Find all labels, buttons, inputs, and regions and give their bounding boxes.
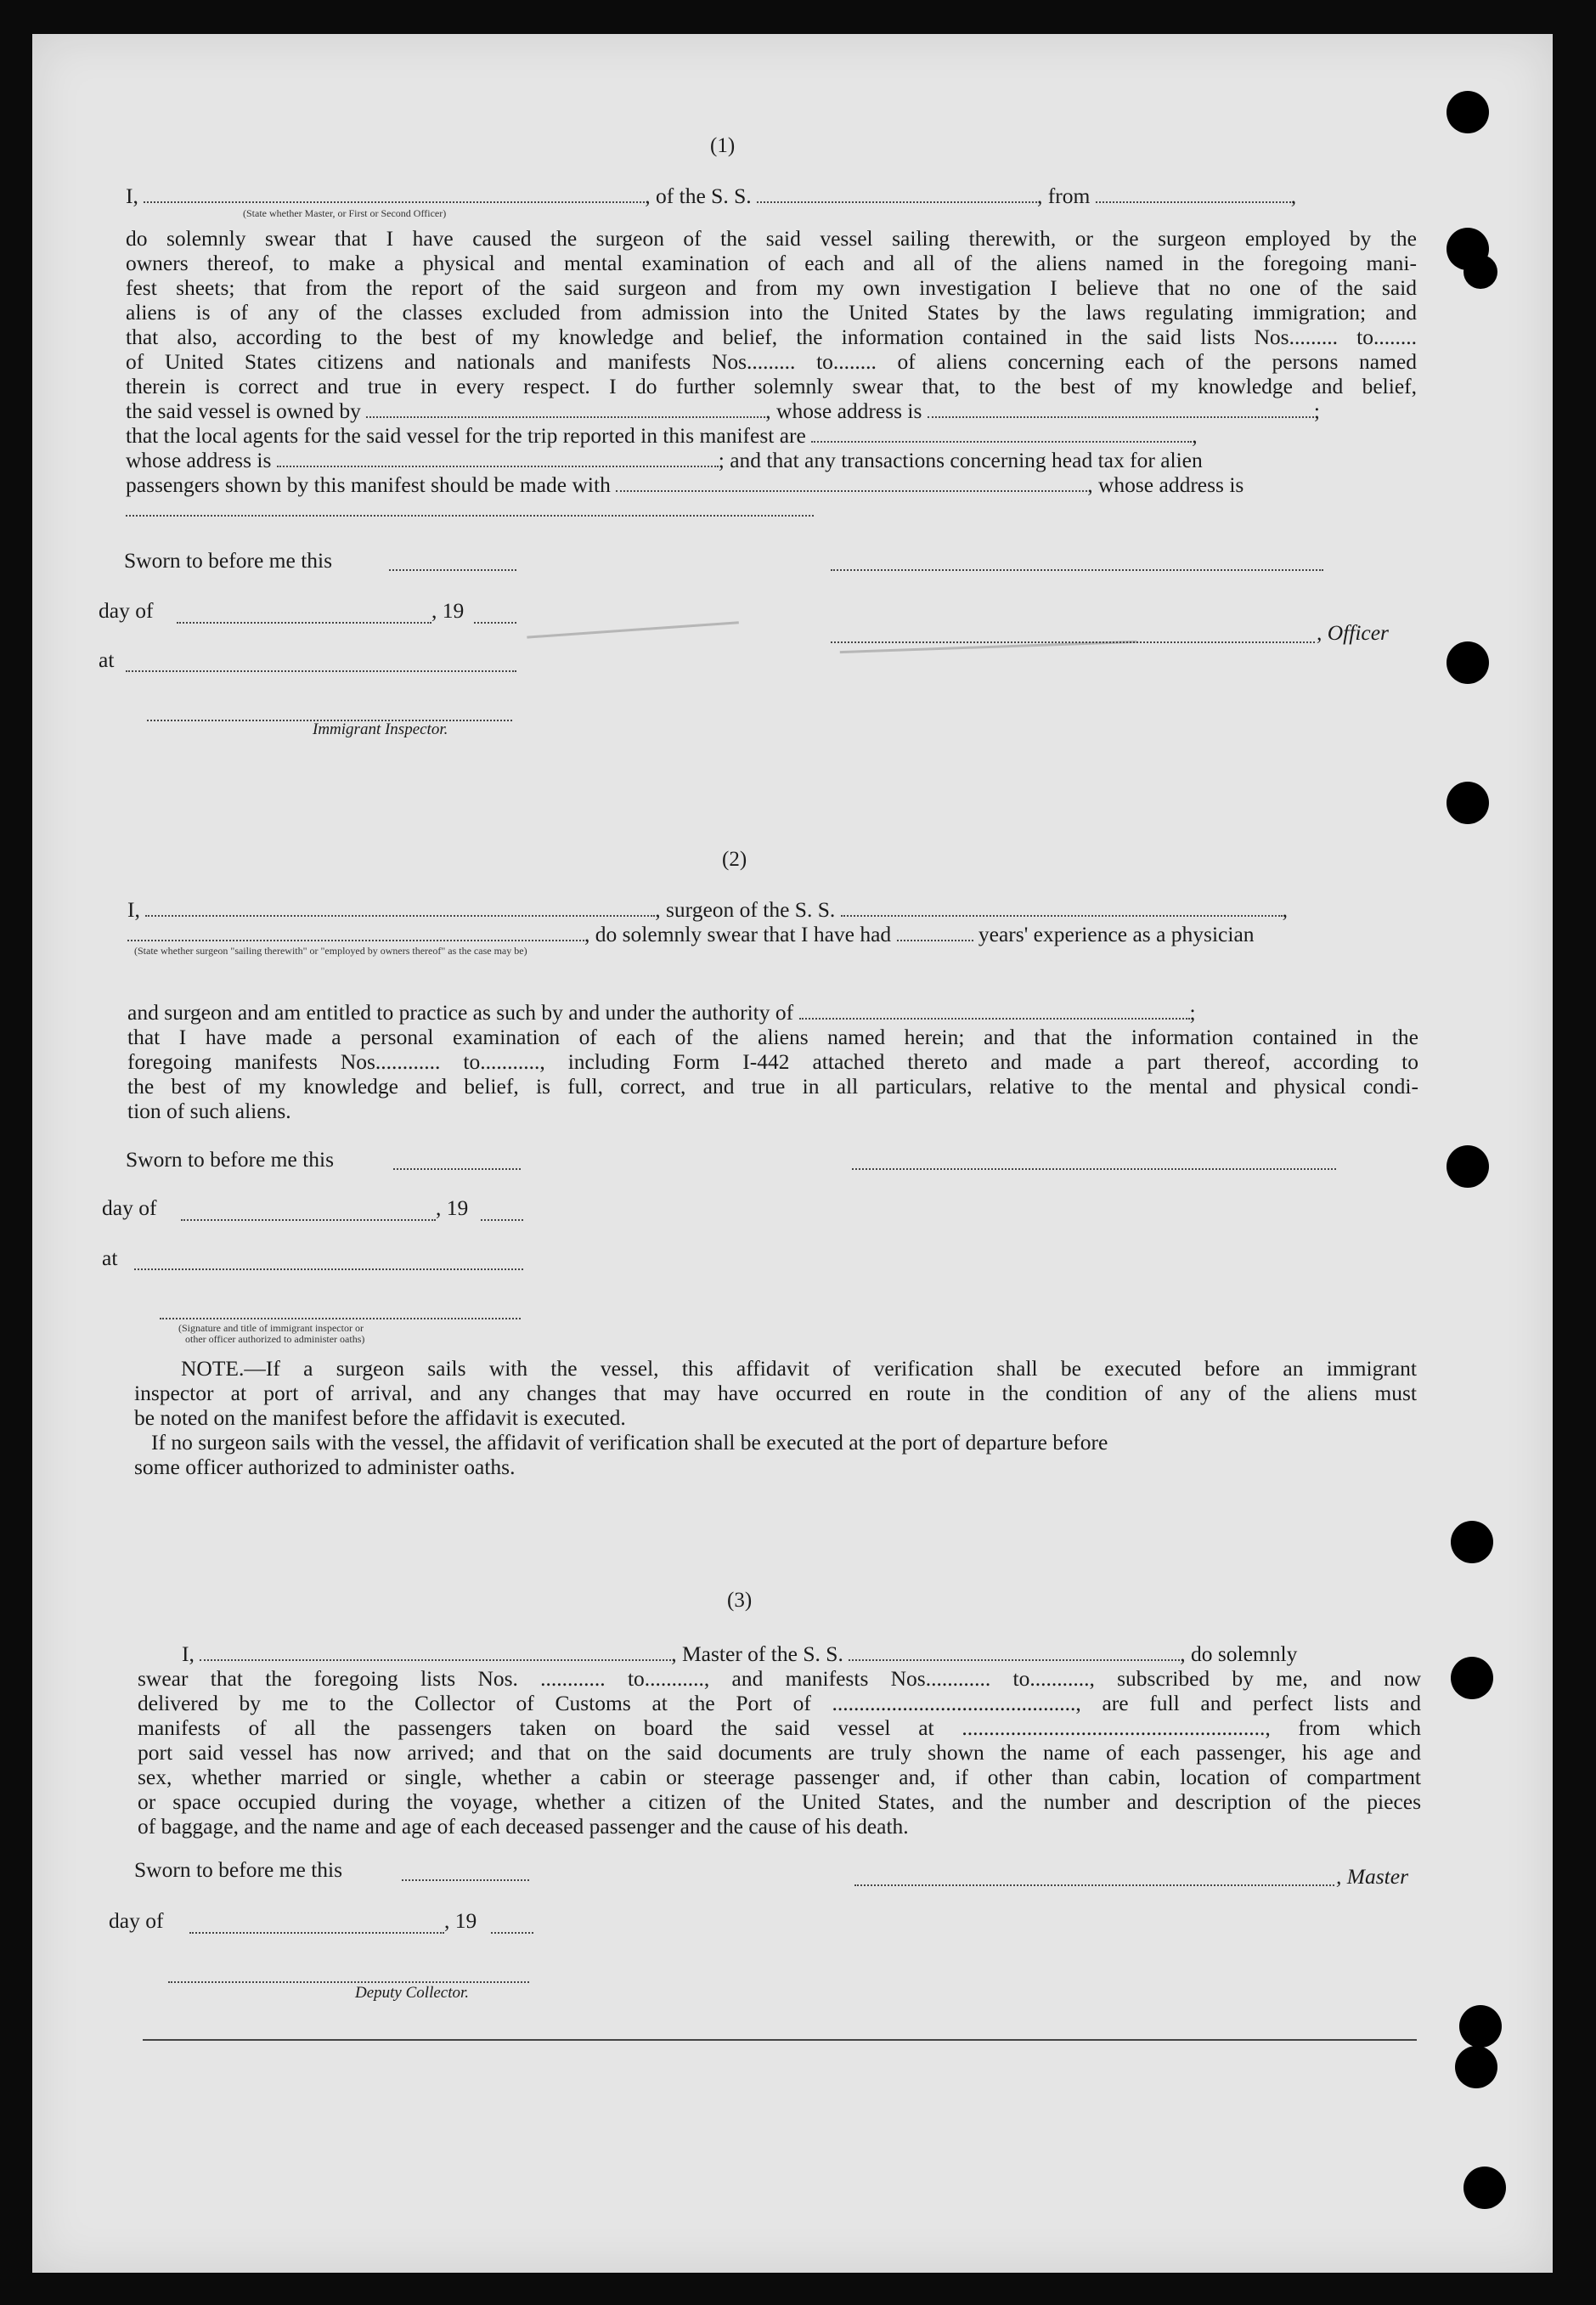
note-line: inspector at port of arrival, and any changes that may have occurred en route in the condition of any of the aliens must [134,1381,1417,1405]
text-line: port said vessel has now arrived; and that on the said documents are truly shown the name of each passenger, his age and [138,1740,1421,1765]
note-line: be noted on the manifest before the affidavit is executed. [134,1405,626,1430]
note-block [134,1356,1417,1479]
master-name-field[interactable] [200,1642,671,1661]
collector-signature-field[interactable] [168,1980,529,1983]
text-line: or space occupied during the voyage, whether a citizen of the United States, and the number and description of the pieces [138,1789,1421,1814]
officer-label: , Officer [1317,620,1389,645]
binder-hole [1455,2046,1497,2088]
binder-hole [1447,641,1489,684]
surgeon-line-1: I, , surgeon of the S. S. , [127,897,1289,922]
pencil-scribble [523,570,739,638]
sworn-date-field[interactable] [389,568,516,571]
surgeon-type-field[interactable] [127,923,584,941]
at-field[interactable] [134,1267,523,1270]
section-1-body [126,226,1417,522]
year-field[interactable] [481,1217,523,1221]
master-signature-field[interactable] [854,1883,1334,1886]
owner-address-field[interactable] [928,399,1314,418]
text-line: do solemnly swear that I have caused the surgeon of the said vessel sailing therewith, or the surgeon employed by the [126,226,1417,251]
surgeon-signature-field[interactable] [852,1167,1336,1170]
at-label: at [99,647,115,672]
field-caption: (State whether surgeon "sailing therewith" or "employed by owners thereof" as the case may be) [134,945,527,957]
text-line: delivered by me to the Collector of Customs at the Port of ............................................., are full and perfect lists and [138,1691,1421,1715]
head-tax-line: passengers shown by this manifest should be made with , whose address is [126,472,1244,497]
text-line: tion of such aliens. [127,1099,291,1123]
text-line: therein is correct and true in every respect. I do further solemnly swear that, to the best of my knowledge and belief, [126,374,1417,398]
day-field[interactable] [181,1217,436,1221]
sworn-label: Sworn to before me this [134,1857,343,1882]
binder-hole [1451,1521,1493,1563]
surgeon-name-field[interactable] [145,898,655,917]
officer-signature-field[interactable] [831,568,1323,571]
text-line: manifests of all the passengers taken on board the said vessel at ........................................................, from which [138,1715,1421,1740]
pencil-scribble [838,607,1136,653]
master-line-1: I, , Master of the S. S. , do solemnly [182,1641,1298,1666]
signature-caption: (Signature and title of immigrant inspector or [178,1322,364,1334]
day-field[interactable] [189,1930,444,1934]
binder-hole [1447,91,1489,133]
agents-address-field[interactable] [277,449,719,467]
binder-hole [1463,255,1497,289]
from-port-field[interactable] [1096,184,1291,203]
note-line: some officer authorized to administer oaths. [134,1455,516,1479]
day-field[interactable] [177,620,431,624]
officer-name-field[interactable] [144,184,645,203]
section-3 [138,1641,1421,1839]
sworn-label: Sworn to before me this [124,548,333,573]
field-caption: (State whether Master, or First or Second Officer) [243,207,447,219]
text-line: that also, according to the best of my knowledge and belief, the information contained in the said lists Nos......... to........ [126,325,1417,349]
vessel-name-field[interactable] [757,184,1037,203]
text-line: swear that the foregoing lists Nos. ............ to..........., and manifests Nos............ to..........., subscribed by me, and now [138,1666,1421,1691]
collector-label: Deputy Collector. [355,1984,470,2002]
day-label: day of [109,1908,164,1933]
text-line: the best of my knowledge and belief, is full, correct, and true in all particulars, relative to the mental and physical condi- [127,1074,1418,1099]
authority-line: and surgeon and am entitled to practice as such by and under the authority of ; [127,1000,1196,1025]
at-field[interactable] [126,669,516,672]
text-line: that I have made a personal examination of each of the aliens named herein; and that the information contained in the [127,1025,1418,1049]
form-page [32,34,1553,2273]
year-label: , 19 [431,598,465,623]
section-1 [126,184,1417,208]
head-tax-address-field[interactable] [126,498,814,517]
years-experience-field[interactable] [897,923,973,941]
bottom-rule [143,2039,1417,2041]
agents-address-line: whose address is ; and that any transactions concerning head tax for alien [126,448,1203,472]
signature-caption: other officer authorized to administer oaths) [185,1333,365,1345]
text-line: of United States citizens and nationals and manifests Nos......... to........ of aliens concerning each of the persons named [126,349,1417,374]
oath-line-1: I, , of the S. S. , from , [126,184,1297,208]
text-line: owners thereof, to make a physical and mental examination of each and all of the aliens named in the foregoing mani- [126,251,1417,275]
owner-field[interactable] [366,399,765,418]
year-label: , 19 [444,1908,477,1933]
sworn-date-field[interactable] [402,1878,529,1881]
day-label: day of [102,1195,157,1220]
master-vessel-field[interactable] [849,1642,1180,1661]
binder-hole [1447,1145,1489,1188]
surgeon-line-2: , do solemnly swear that I have had years' experience as a physician [127,922,1418,946]
authority-field[interactable] [799,1001,1190,1020]
text-line: fest sheets; that from the report of the said surgeon and from my own investigation I believe that no one of the said [126,275,1417,300]
owner-line: the said vessel is owned by , whose address is ; [126,398,1320,423]
agents-line: that the local agents for the said vessel for the trip reported in this manifest are , [126,423,1198,448]
sworn-date-field[interactable] [393,1167,521,1170]
inspector-label: Immigrant Inspector. [313,720,448,738]
note-line: If no surgeon sails with the vessel, the affidavit of verification shall be executed at the port of departure before [151,1430,1108,1455]
section-number: (1) [710,134,736,157]
binder-hole [1463,2167,1506,2209]
surgeon-vessel-field[interactable] [841,898,1283,917]
year-field[interactable] [491,1930,533,1934]
year-label: , 19 [436,1195,469,1220]
sworn-label: Sworn to before me this [126,1147,335,1172]
section-2 [127,897,1418,946]
binder-hole [1459,2005,1502,2048]
text-line: sex, whether married or single, whether a cabin or steerage passenger and, if other than cabin, location of compartment [138,1765,1421,1789]
section-number: (3) [727,1589,753,1612]
at-label: at [102,1246,118,1270]
address-line [126,497,1417,522]
text-line: aliens is of any of the classes excluded from admission into the United States by the laws regulating immigration; and [126,300,1417,325]
text-line: foregoing manifests Nos............ to..........., including Form I-442 attached thereto and made a part thereof, according to [127,1049,1418,1074]
year-field[interactable] [474,620,516,624]
section-number: (2) [722,848,747,871]
officer-line-field[interactable] [831,640,1315,643]
section-2-body [127,1000,1418,1123]
text-line: of baggage, and the name and age of each deceased passenger and the cause of his death. [138,1814,909,1839]
inspector-signature-field[interactable] [160,1316,521,1319]
agents-field[interactable] [811,424,1192,443]
day-label: day of [99,598,154,623]
master-label: , Master [1336,1864,1408,1889]
binder-hole [1451,1657,1493,1699]
binder-hole [1447,782,1489,824]
head-tax-contact-field[interactable] [616,473,1087,492]
note-line: NOTE.—If a surgeon sails with the vessel, this affidavit of verification shall be executed before an immigrant [181,1356,1417,1381]
